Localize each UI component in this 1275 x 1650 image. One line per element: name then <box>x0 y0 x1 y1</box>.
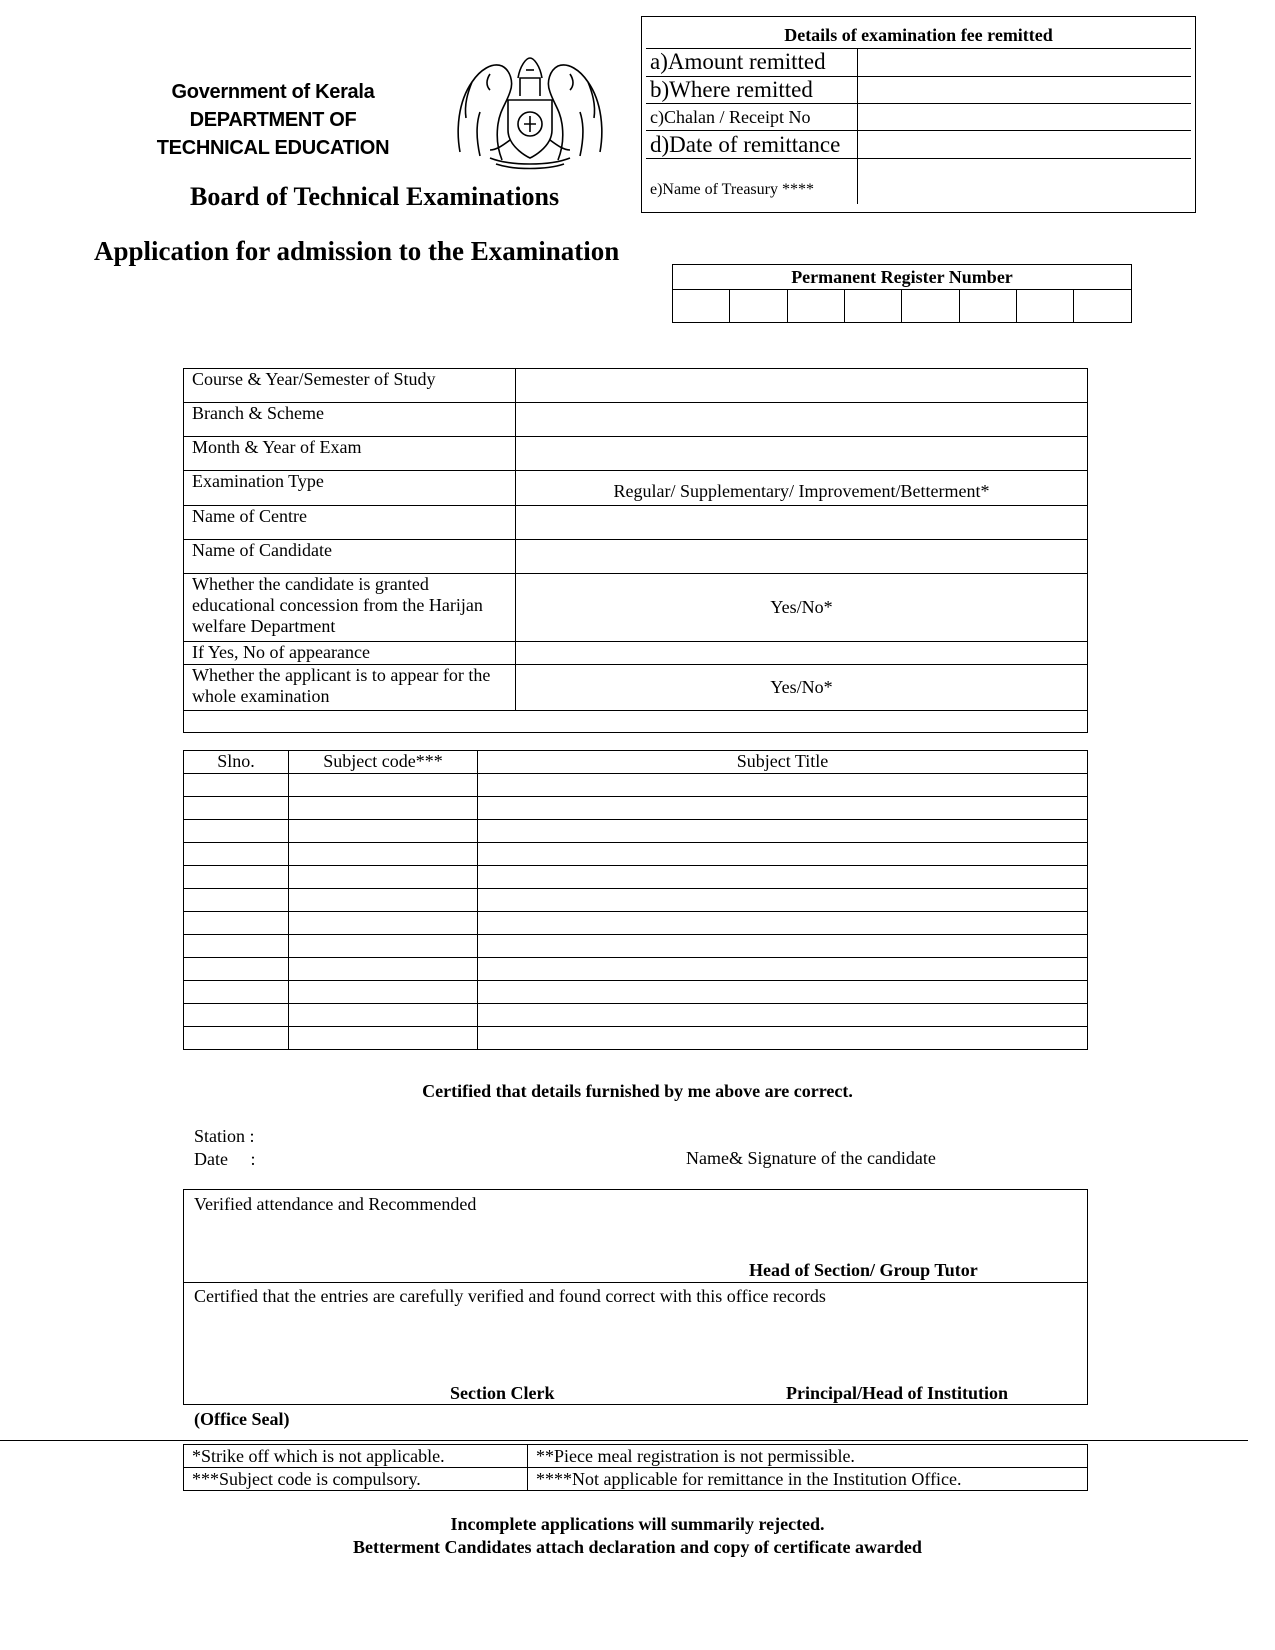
slno-header: Slno. <box>184 751 289 774</box>
subject-title-cell[interactable] <box>478 866 1088 889</box>
info-row-centre <box>184 506 1088 540</box>
prn-digit-box[interactable] <box>902 290 959 323</box>
subject-title-cell[interactable] <box>478 912 1088 935</box>
subjects-header-row <box>184 751 1088 774</box>
head-of-section-signature: Head of Section/ Group Tutor <box>749 1260 978 1280</box>
subject-code-cell[interactable] <box>289 774 478 797</box>
info-row-exam-type <box>184 471 1088 506</box>
info-row-branch <box>184 403 1088 437</box>
verification-divider <box>184 1282 1087 1283</box>
slno-cell[interactable] <box>184 1004 289 1027</box>
subject-title-cell[interactable] <box>478 1004 1088 1027</box>
notes-row <box>184 1445 1088 1468</box>
table-row <box>184 820 1088 843</box>
section-clerk-signature: Section Clerk <box>450 1383 555 1403</box>
info-row-course <box>184 369 1088 403</box>
slno-cell[interactable] <box>184 935 289 958</box>
footer-line-2: Betterment Candidates attach declaration and copy of certificate awarded <box>353 1537 922 1557</box>
fee-chalan-label: c)Chalan / Receipt No <box>650 107 811 127</box>
candidate-name-label: Name of Candidate <box>184 540 516 574</box>
table-row <box>184 958 1088 981</box>
subject-code-cell[interactable] <box>289 889 478 912</box>
info-row-month-year <box>184 437 1088 471</box>
info-row-whole-exam <box>184 665 1088 711</box>
prn-digit-box[interactable] <box>787 290 844 323</box>
table-row <box>184 1004 1088 1027</box>
subject-code-header: Subject code*** <box>289 751 478 774</box>
note-strike-off: *Strike off which is not applicable. <box>184 1445 528 1468</box>
info-row-concession <box>184 574 1088 642</box>
table-row <box>184 912 1088 935</box>
station-date-block <box>194 1125 255 1171</box>
date-label: Date : <box>194 1149 256 1169</box>
branch-label: Branch & Scheme <box>184 403 516 437</box>
subject-code-cell[interactable] <box>289 1004 478 1027</box>
verification-box <box>183 1189 1088 1405</box>
subject-title-header: Subject Title <box>478 751 1088 774</box>
fee-row-treasury <box>646 158 1191 205</box>
fee-row-date <box>646 130 1191 159</box>
kerala-state-emblem-icon <box>450 52 610 170</box>
centre-field[interactable] <box>516 506 1088 540</box>
info-row-blank <box>184 711 1088 733</box>
subject-code-cell[interactable] <box>289 820 478 843</box>
board-title: Board of Technical Examinations <box>190 182 560 211</box>
table-row <box>184 981 1088 1004</box>
permanent-register-number-table <box>672 264 1132 323</box>
slno-cell[interactable] <box>184 1027 289 1050</box>
blank-row <box>184 711 1088 733</box>
concession-options[interactable]: Yes/No* <box>516 574 1088 642</box>
prn-digit-box[interactable] <box>959 290 1016 323</box>
table-row <box>184 889 1088 912</box>
fee-amount-label: a)Amount remitted <box>650 49 826 74</box>
table-row <box>184 843 1088 866</box>
fee-treasury-label: e)Name of Treasury **** <box>650 181 814 198</box>
subject-title-cell[interactable] <box>478 958 1088 981</box>
subject-title-cell[interactable] <box>478 889 1088 912</box>
slno-cell[interactable] <box>184 912 289 935</box>
subject-title-cell[interactable] <box>478 820 1088 843</box>
candidate-name-field[interactable] <box>516 540 1088 574</box>
table-row <box>184 774 1088 797</box>
appearance-label: If Yes, No of appearance <box>184 642 516 665</box>
prn-title: Permanent Register Number <box>673 265 1132 290</box>
footer-notice <box>0 1513 1275 1559</box>
fee-row-chalan <box>646 103 1191 131</box>
prn-digit-box[interactable] <box>673 290 730 323</box>
table-row <box>184 797 1088 820</box>
centre-label: Name of Centre <box>184 506 516 540</box>
subject-title-cell[interactable] <box>478 797 1088 820</box>
subjects-table <box>183 750 1088 1050</box>
whole-exam-label: Whether the applicant is to appear for the whole examination <box>184 665 516 711</box>
month-year-field[interactable] <box>516 437 1088 471</box>
department-heading <box>148 78 398 162</box>
subject-code-cell[interactable] <box>289 797 478 820</box>
info-row-appearance <box>184 642 1088 665</box>
divider-line <box>0 1440 1248 1441</box>
fee-row-amount <box>646 48 1191 77</box>
footer-line-1: Incomplete applications will summarily rejected. <box>450 1514 825 1534</box>
fee-date-label: d)Date of remittance <box>650 132 841 157</box>
fee-details-box <box>641 16 1196 213</box>
note-piece-meal: **Piece meal registration is not permissible. <box>528 1445 1088 1468</box>
office-seal-label: (Office Seal) <box>194 1409 290 1429</box>
prn-digit-box[interactable] <box>730 290 787 323</box>
slno-cell[interactable] <box>184 797 289 820</box>
candidate-signature-label: Name& Signature of the candidate <box>686 1148 936 1168</box>
application-title: Application for admission to the Examination <box>94 236 620 266</box>
branch-field[interactable] <box>516 403 1088 437</box>
slno-cell[interactable] <box>184 958 289 981</box>
concession-label: Whether the candidate is granted educational concession from the Harijan welfare Department <box>184 574 516 642</box>
gov-line-2: DEPARTMENT OF <box>189 109 357 131</box>
month-year-label: Month & Year of Exam <box>184 437 516 471</box>
table-row <box>184 935 1088 958</box>
course-label: Course & Year/Semester of Study <box>184 369 516 403</box>
gov-line-3: TECHNICAL EDUCATION <box>156 137 390 159</box>
station-label: Station : <box>194 1126 255 1146</box>
subject-code-cell[interactable] <box>289 1027 478 1050</box>
subject-code-cell[interactable] <box>289 866 478 889</box>
note-subject-code: ***Subject code is compulsory. <box>184 1468 528 1491</box>
slno-cell[interactable] <box>184 820 289 843</box>
subject-title-cell[interactable] <box>478 843 1088 866</box>
slno-cell[interactable] <box>184 843 289 866</box>
subject-code-cell[interactable] <box>289 958 478 981</box>
subject-code-cell[interactable] <box>289 981 478 1004</box>
info-row-candidate <box>184 540 1088 574</box>
table-row <box>184 866 1088 889</box>
principal-signature: Principal/Head of Institution <box>786 1383 1009 1403</box>
subject-code-cell[interactable] <box>289 912 478 935</box>
exam-type-options[interactable]: Regular/ Supplementary/ Improvement/Betterment* <box>516 471 1088 506</box>
candidate-declaration: Certified that details furnished by me above are correct. <box>422 1081 853 1101</box>
fee-where-label: b)Where remitted <box>650 77 813 102</box>
exam-type-label: Examination Type <box>184 471 516 506</box>
subject-code-cell[interactable] <box>289 935 478 958</box>
gov-line-1: Government of Kerala <box>171 81 375 103</box>
attendance-text: Verified attendance and Recommended <box>194 1194 477 1214</box>
office-verification-text: Certified that the entries are carefully verified and found correct with this office records <box>194 1286 826 1306</box>
prn-digit-box[interactable] <box>1017 290 1074 323</box>
course-field[interactable] <box>516 369 1088 403</box>
prn-digit-box[interactable] <box>1074 290 1132 323</box>
table-row <box>184 1027 1088 1050</box>
prn-digit-box[interactable] <box>845 290 902 323</box>
slno-cell[interactable] <box>184 774 289 797</box>
subject-title-cell[interactable] <box>478 774 1088 797</box>
candidate-info-table <box>183 368 1088 733</box>
notes-row <box>184 1468 1088 1491</box>
whole-exam-options[interactable]: Yes/No* <box>516 665 1088 711</box>
fee-row-where <box>646 76 1191 104</box>
subject-title-cell[interactable] <box>478 935 1088 958</box>
subject-title-cell[interactable] <box>478 1027 1088 1050</box>
slno-cell[interactable] <box>184 889 289 912</box>
subject-code-cell[interactable] <box>289 843 478 866</box>
slno-cell[interactable] <box>184 981 289 1004</box>
notes-table <box>183 1444 1088 1491</box>
subject-title-cell[interactable] <box>478 981 1088 1004</box>
slno-cell[interactable] <box>184 866 289 889</box>
appearance-field[interactable] <box>516 642 1088 665</box>
note-remittance: ****Not applicable for remittance in the Institution Office. <box>528 1468 1088 1491</box>
fee-box-title: Details of examination fee remitted <box>784 25 1053 45</box>
